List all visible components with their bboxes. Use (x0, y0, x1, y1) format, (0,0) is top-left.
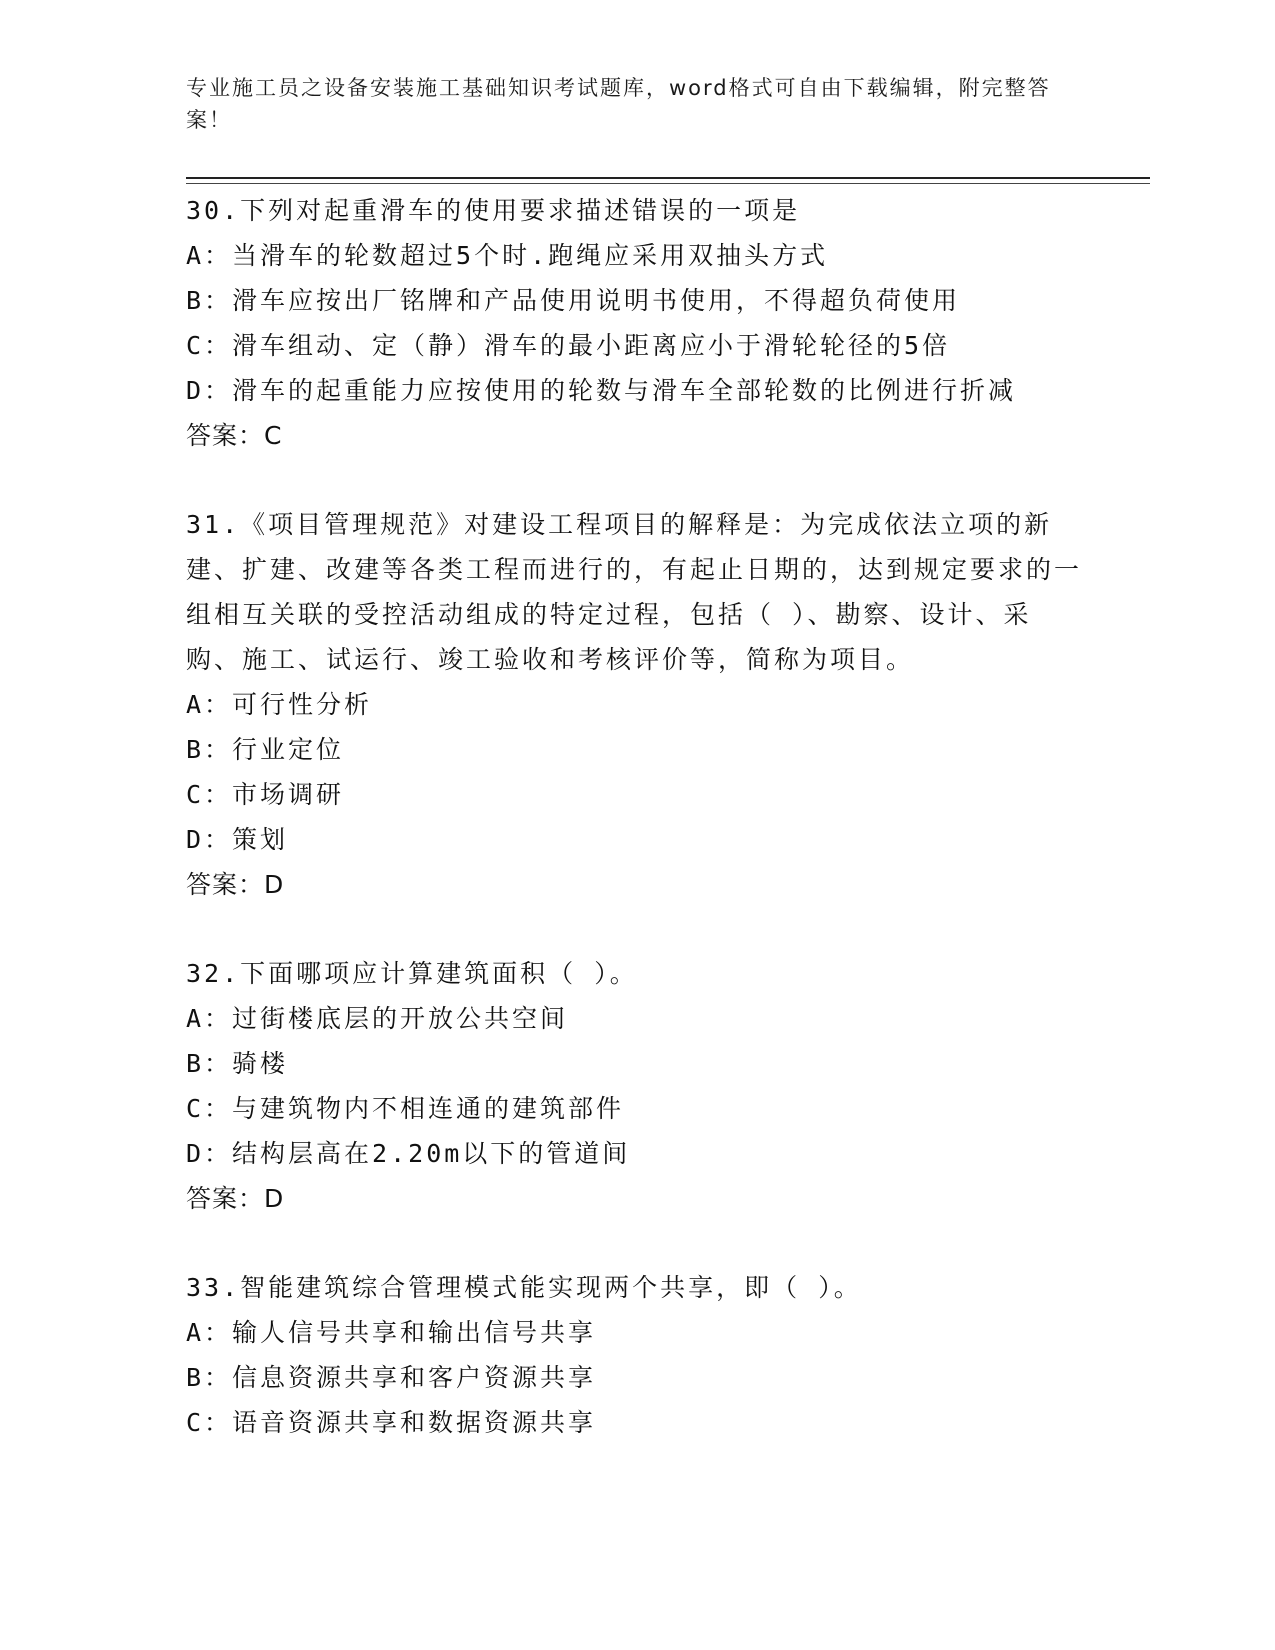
question-text: 32.下面哪项应计算建筑面积（ ）。 (186, 959, 638, 988)
question-32 (186, 951, 1086, 1221)
header-rule-thick (186, 177, 1150, 179)
option-b: B：行业定位 (186, 735, 345, 764)
option-b: B：信息资源共享和客户资源共享 (186, 1363, 597, 1392)
option-a: A：过街楼底层的开放公共空间 (186, 1004, 569, 1033)
header-rule-thin (186, 183, 1150, 184)
answer: 答案：D (186, 870, 285, 899)
question-text: 30.下列对起重滑车的使用要求描述错误的一项是 (186, 196, 801, 225)
question-33 (186, 1265, 1086, 1445)
option-b: B：骑楼 (186, 1049, 289, 1078)
option-c: C：语音资源共享和数据资源共享 (186, 1408, 597, 1437)
answer: 答案：C (186, 421, 283, 450)
question-30 (186, 188, 1086, 458)
option-d: D：结构层高在2.20m以下的管道间 (186, 1139, 631, 1168)
option-a: A：当滑车的轮数超过5个时.跑绳应采用双抽头方式 (186, 241, 829, 270)
option-d: D：滑车的起重能力应按使用的轮数与滑车全部轮数的比例进行折减 (186, 376, 1017, 405)
question-text: 33.智能建筑综合管理模式能实现两个共享，即（ ）。 (186, 1273, 862, 1302)
answer: 答案：D (186, 1184, 285, 1213)
option-b: B：滑车应按出厂铭牌和产品使用说明书使用，不得超负荷使用 (186, 286, 961, 315)
document-header: 专业施工员之设备安装施工基础知识考试题库，word格式可自由下载编辑，附完整答案！ (186, 76, 1051, 132)
question-text: 31.《项目管理规范》对建设工程项目的解释是：为完成依法立项的新建、扩建、改建等各类工程而进行的，有起止日期的，达到规定要求的一组相互关联的受控活动组成的特定过程，包括（ ）、勘察、设计、采购、施工、试运行、竣工验收和考核评价等，简称为项目。 (186, 510, 1083, 674)
question-31 (186, 502, 1086, 907)
question-list (186, 188, 1086, 1489)
option-c: C：市场调研 (186, 780, 345, 809)
option-d: D：策划 (186, 825, 289, 854)
option-a: A：可行性分析 (186, 690, 373, 719)
option-c: C：与建筑物内不相连通的建筑部件 (186, 1094, 625, 1123)
option-a: A：输人信号共享和输出信号共享 (186, 1318, 597, 1347)
option-c: C：滑车组动、定（静）滑车的最小距离应小于滑轮轮径的5倍 (186, 331, 951, 360)
